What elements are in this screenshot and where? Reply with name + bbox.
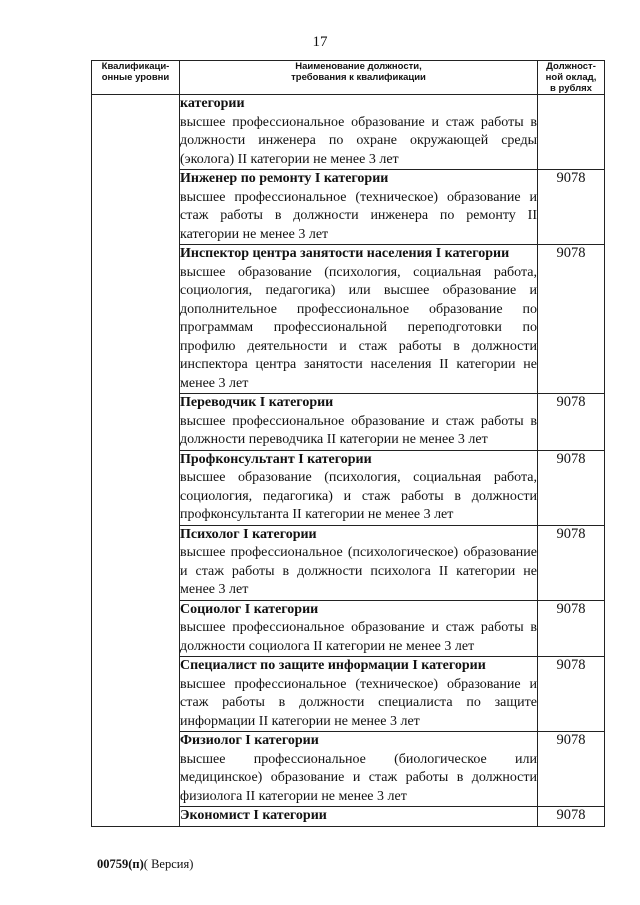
header-position xyxy=(180,61,538,95)
position-requirements: высшее профессиональное (психологическое) образование и стаж работы в должности психолога II категории не менее 3 лет xyxy=(180,545,537,597)
position-title: Специалист по защите информации I категории xyxy=(180,658,486,673)
position-cell xyxy=(180,394,538,451)
header-position-text: Наименование должности, требования к квалификации xyxy=(291,61,426,83)
document-code: 00759(п) xyxy=(97,857,144,871)
position-cell xyxy=(180,245,538,394)
table-row xyxy=(92,95,605,170)
position-title: Психолог I категории xyxy=(180,526,317,542)
salary-cell: 9078 xyxy=(538,732,605,807)
position-requirements: высшее профессиональное (техническое) образование и стаж работы в должности специалиста по защите информации II категории не менее 3 лет xyxy=(180,676,537,729)
position-cell xyxy=(180,807,538,827)
header-salary xyxy=(538,61,605,95)
position-cell xyxy=(180,450,538,525)
salary-cell: 9078 xyxy=(538,170,605,245)
position-cell xyxy=(180,732,538,807)
position-cell xyxy=(180,170,538,245)
position-title: категории xyxy=(180,96,245,111)
position-cell xyxy=(180,657,538,732)
header-qualification-level-text: Квалификаци- онные уровни xyxy=(101,61,170,83)
table-header-row xyxy=(92,61,605,95)
position-requirements: высшее профессиональное (биологическое или медицинское) образование и стаж работы в должности физиолога II категории не менее 3 лет xyxy=(180,751,537,804)
document-version: ( Версия) xyxy=(143,857,194,871)
qualification-level-cell xyxy=(92,95,180,827)
salary-cell: 9078 xyxy=(538,525,605,600)
position-requirements: высшее профессиональное (техническое) образование и стаж работы в должности инженера по ремонту II категории не менее 3 лет xyxy=(180,189,537,242)
position-requirements: высшее профессиональное образование и стаж работы в должности переводчика II категории не менее 3 лет xyxy=(180,413,537,447)
position-title: Инженер по ремонту I категории xyxy=(180,171,389,186)
salary-cell: 9078 xyxy=(538,657,605,732)
position-cell xyxy=(180,95,538,170)
salary-cell: 9078 xyxy=(538,245,605,394)
salary-table xyxy=(91,60,605,827)
salary-cell: 9078 xyxy=(538,394,605,451)
document-footer xyxy=(97,857,193,872)
salary-cell: 9078 xyxy=(538,450,605,525)
position-title: Социолог I категории xyxy=(180,601,319,617)
page-number: 17 xyxy=(312,34,328,50)
header-salary-text: Должност- ной оклад, в рублях xyxy=(545,61,597,94)
salary-cell: 9078 xyxy=(538,807,605,827)
position-cell xyxy=(180,525,538,600)
position-title: Профконсультант I категории xyxy=(180,451,372,467)
position-requirements: высшее профессиональное образование и стаж работы в должности инженера по охране окружающей среды (эколога) II категории не менее 3 лет xyxy=(180,114,537,167)
header-qualification-level xyxy=(92,61,180,95)
position-title: Переводчик I категории xyxy=(180,395,334,410)
position-cell xyxy=(180,600,538,657)
position-requirements: высшее образование (психология, социальная работа, социология, педагогика) и стаж работы в должности профконсультанта II категории не менее 3 лет xyxy=(180,470,537,522)
position-title: Физиолог I категории xyxy=(180,733,319,748)
position-requirements: высшее профессиональное образование и стаж работы в должности социолога II категории не менее 3 лет xyxy=(180,620,537,654)
position-title: Инспектор центра занятости населения I категории xyxy=(180,246,510,261)
salary-cell xyxy=(538,95,605,170)
position-requirements: высшее образование (психология, социальная работа, социология, педагогика) или высшее образование и дополнительное профессиональное образование по программам профессиональной переподготовки по профилю деятельности и стаж работы в должности инспектора центра занятости населения II категории не менее 3 лет xyxy=(180,264,537,391)
position-title: Экономист I категории xyxy=(180,808,327,823)
salary-cell: 9078 xyxy=(538,600,605,657)
